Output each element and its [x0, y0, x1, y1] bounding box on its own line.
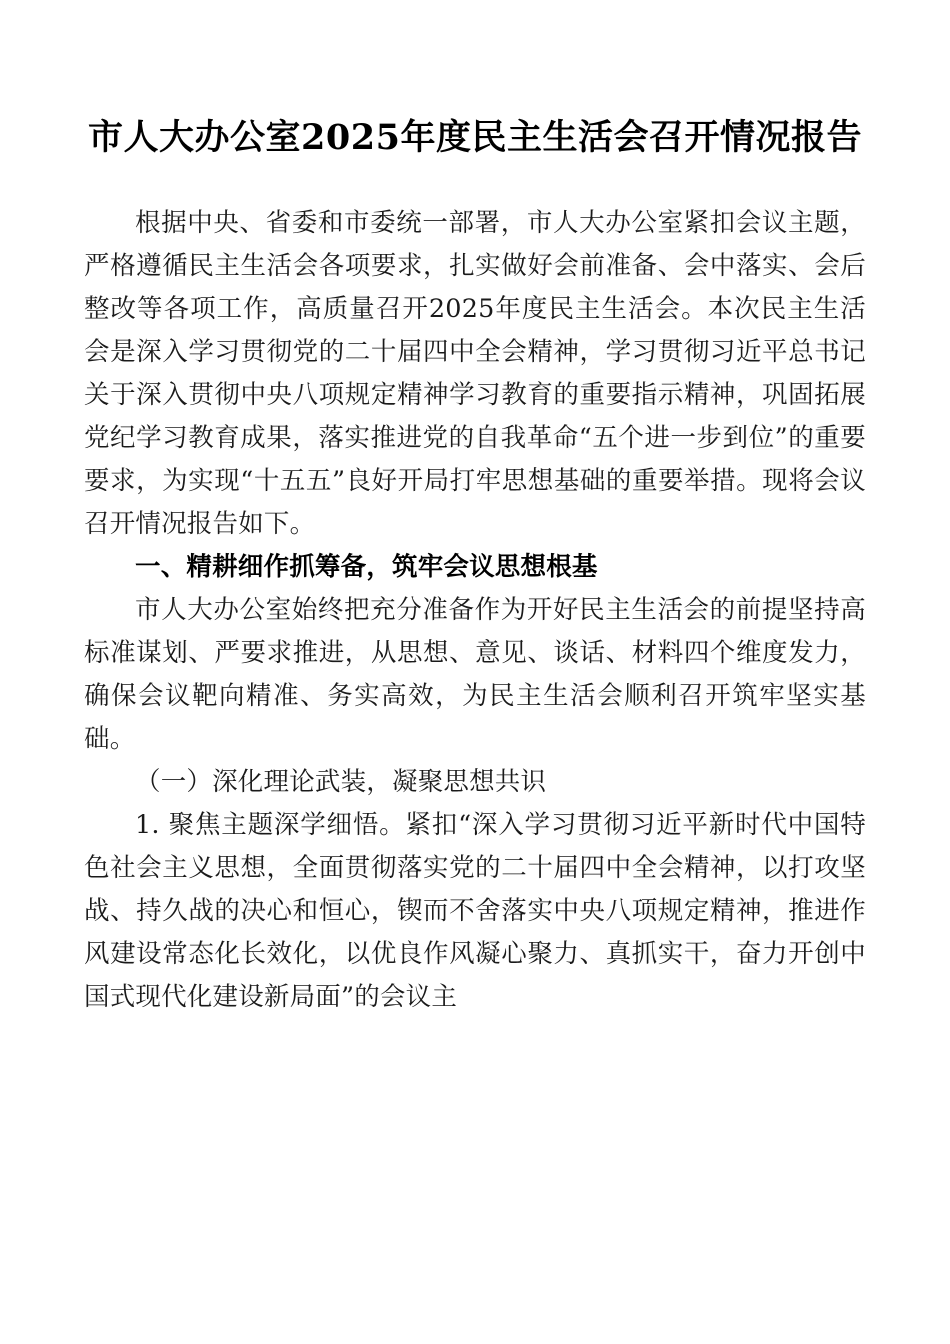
intro-paragraph: 根据中央、省委和市委统一部署，市人大办公室紧扣会议主题，严格遵循民主生活会各项要求，扎实做好会前准备、会中落实、会后整改等各项工作，高质量召开2025年度民主生活会。本次民主生活会是深入学习贯彻党的二十届四中全会精神，学习贯彻习近平总书记关于深入贯彻中央八项规定精神学习教育的重要指示精神，巩固拓展党纪学习教育成果，落实推进党的自我革命“五个进一步到位”的重要要求，为实现“十五五”良好开局打牢思想基础的重要举措。现将会议召开情况报告如下。	[84, 208, 866, 539]
section-heading-1: 一、精耕细作抓筹备，筑牢会议思想根基	[135, 552, 598, 582]
document-title: 市人大办公室2025年度民主生活会召开情况报告	[88, 117, 862, 158]
list-item-1: 1. 聚焦主题深学细悟。紧扣“深入学习贯彻习近平新时代中国特色社会主义思想，全面贯彻落实党的二十届四中全会精神，以打攻坚战、持久战的决心和恒心，锲而不舍落实中央八项规定精神，推进作风建设常态化长效化，以优良作风凝心聚力、真抓实干，奋力开创中国式现代化建设新局面”的会议主	[84, 810, 866, 1012]
subsection-heading-1: （一）深化理论武装，凝聚思想共识	[135, 767, 547, 797]
document-body	[84, 202, 866, 1019]
section-1-paragraph: 市人大办公室始终把充分准备作为开好民主生活会的前提坚持高标准谋划、严要求推进，从思想、意见、谈话、材料四个维度发力，确保会议靶向精准、务实高效，为民主生活会顺利召开筑牢坚实基础。	[84, 595, 866, 754]
